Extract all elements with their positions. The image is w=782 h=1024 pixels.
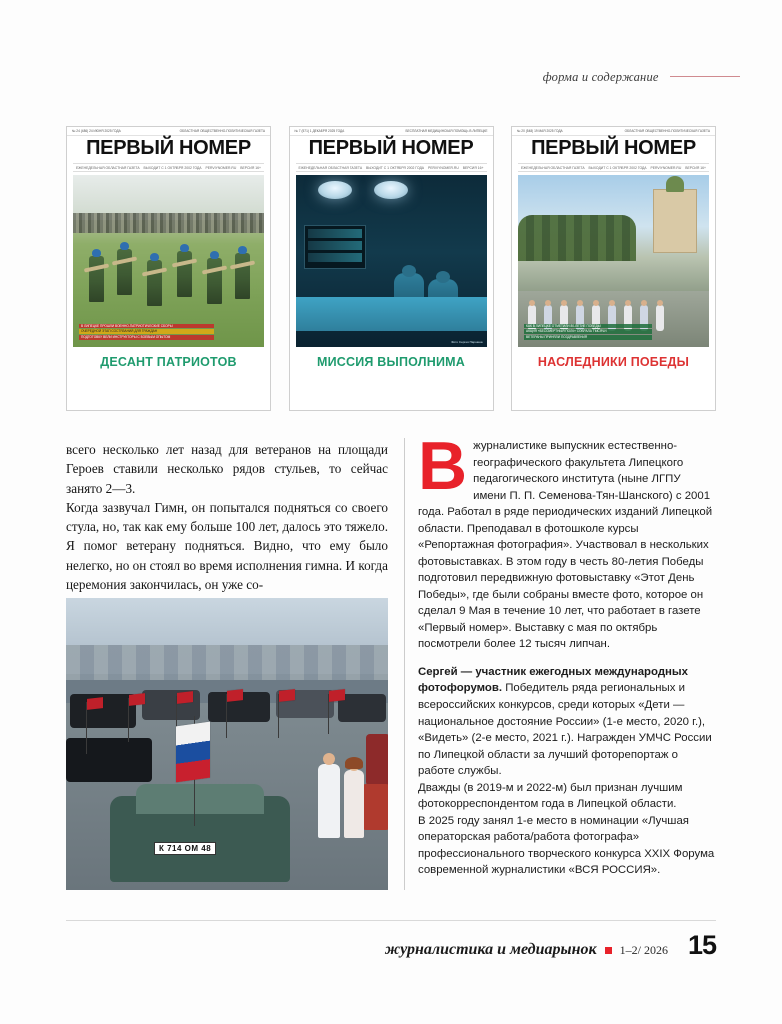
soldier-figure	[89, 256, 104, 302]
biography-sidebar	[418, 428, 716, 879]
cover-masthead	[67, 137, 270, 160]
cover-photo-surgery	[296, 175, 487, 347]
soldier-figure	[177, 251, 192, 297]
cover-subbar-right: PERVIYNOMER.RU	[427, 165, 459, 170]
cover-subbar-right: PERVIYNOMER.RU	[205, 165, 237, 170]
cover-photo-paratroopers	[73, 175, 264, 347]
soldier-figure	[207, 258, 222, 304]
flag-red	[129, 693, 145, 706]
car-red	[362, 784, 388, 830]
running-head	[0, 70, 740, 85]
soldier-figure	[117, 249, 132, 295]
cover-overlay-line: КАК В ЛИПЕЦКЕ ОТМЕТИЛИ 80-ЛЕТИЕ ПОБЕДЫ	[524, 324, 652, 329]
cover-subbar-left: ЕЖЕНЕДЕЛЬНАЯ ОБЛАСТНАЯ ГАЗЕТА	[521, 165, 585, 170]
cover-topstrip	[67, 127, 270, 136]
cover-subbar-mid: ВЫХОДИТ С 1 ОКТЯБРЯ 2002 ГОДА	[143, 165, 202, 170]
cover-masthead-second: НОМЕР	[624, 137, 696, 159]
cover-subbar-left: ЕЖЕНЕДЕЛЬНАЯ ОБЛАСТНАЯ ГАЗЕТА	[76, 165, 140, 170]
flag-red	[279, 689, 295, 702]
cover-masthead-second: НОМЕР	[179, 137, 251, 159]
cover-topstrip	[512, 127, 715, 136]
page-number: 15	[687, 930, 716, 960]
cover-issue-line-right: ОБЛАСТНАЯ ОБЩЕСТВЕННО-ПОЛИТИЧЕСКАЯ ГАЗЕТА	[624, 129, 710, 133]
cover-subbar	[518, 163, 709, 172]
page-footer	[66, 930, 716, 961]
footer-rule	[66, 920, 716, 921]
cover-overlay-captions	[79, 324, 214, 341]
bold-lead: Сергей — участник ежегодных международных фотофорумов.	[418, 665, 688, 695]
car-window	[136, 784, 264, 814]
soldier-figure	[147, 260, 162, 306]
cover-overlay-line: АКЦИЯ «БЕССМЕРТНЫЙ ПОЛК» СОБРАЛА ТЫСЯЧИ	[524, 329, 652, 334]
paragraph: В 2025 году занял 1-е место в номинации «Лучшая операторская работа/работа фотографа» профессионального творческого конкурса XXIX Форума современной журналистики «ВСЯ РОССИЯ».	[418, 814, 715, 877]
cover-issue-line-left: № 24 (486) 24 ИЮНЯ 2025 ГОДА	[72, 129, 121, 133]
cover-headline: ДЕСАНТ ПАТРИОТОВ	[100, 355, 237, 369]
license-plate: К 714 ОМ 48	[154, 842, 216, 855]
church-building	[653, 189, 697, 253]
cover-masthead-first: ПЕРВЫЙ	[308, 137, 397, 159]
car-red	[366, 734, 388, 786]
surgical-lamp-icon	[318, 181, 352, 199]
body-text-left-column	[66, 440, 388, 594]
newspaper-cover-1	[66, 126, 271, 411]
newspaper-cover-2	[289, 126, 494, 411]
photo-car-parade	[66, 598, 388, 890]
monitor-screen	[304, 225, 366, 269]
cover-overlay-line: ОЧЕРЕДНОЙ ЭТАП СОСТЯЗАНИЙ ДЛЯ ГРАЖДАН	[79, 329, 214, 334]
building-band	[66, 645, 388, 680]
cover-subbar	[296, 163, 487, 172]
car	[66, 738, 152, 782]
paragraph: журналистике выпускник естественно-географического факультета Липецкого педагогического института (ныне ЛГПУ имени П. П. Семенова-Тян-Шанского) с 2001 года. Работал в ряде периодических изданий Липецкой области. Преподавал в фотошколе курсы «Репортажная фотография». Участвовал в нескольких фотовыставках. В этом году в честь 80-летия Победы подготовил передвижную фотовыставку «Этот День Победы», где были собраны вместе фото, которое он сделал 9 Мая в течение 10 лет, что работает в газете «Первый номер». Выставку с мая по октябрь посмотрели более 12 тысяч липчан.	[418, 440, 713, 651]
cover-issue-line-right: БЕСПЛАТНАЯ МЕДИЦИНСКАЯ ПОМОЩЬ В ЛИПЕЦКЕ	[405, 129, 488, 133]
cover-issue-line-right: ОБЛАСТНАЯ ОБЩЕСТВЕННО-ПОЛИТИЧЕСКАЯ ГАЗЕТА	[179, 129, 265, 133]
issue-number: 1–2/ 2026	[619, 943, 668, 957]
cover-subbar-mid: ВЫХОДИТ С 1 ОКТЯБРЯ 2002 ГОДА	[588, 165, 647, 170]
tree-row	[518, 215, 636, 261]
cover-overlay-line: В ЛИПЕЦКЕ ПРОШЛИ ВОЕННО-ПАТРИОТИЧЕСКИЕ СБОРЫ	[79, 324, 214, 329]
cover-overlay-line: ВЕТЕРАНЫ ПРИНЯЛИ ПОЗДРАВЛЕНИЯ	[524, 335, 652, 340]
crowd-band	[73, 213, 264, 234]
cover-masthead-second: НОМЕР	[401, 137, 474, 159]
operating-table	[296, 297, 487, 331]
surgical-lamp-icon	[374, 181, 408, 199]
parade-participant	[656, 305, 664, 331]
flag-red	[177, 691, 193, 704]
cover-headline: МИССИЯ ВЫПОЛНИМА	[317, 355, 465, 369]
running-head-text: форма и содержание	[542, 70, 659, 84]
cover-subbar-far: ВЕРСИЯ 16+	[240, 165, 261, 170]
cover-subbar-far: ВЕРСИЯ 16+	[462, 165, 484, 170]
car	[338, 694, 386, 722]
paratroopers-illustration	[73, 175, 264, 347]
drop-cap: В	[418, 428, 468, 504]
flag-red	[329, 689, 345, 702]
soldier-figure	[235, 253, 250, 299]
cover-gallery	[66, 126, 716, 411]
journal-name: журналистика и медиарынок	[384, 941, 597, 958]
cover-subbar	[73, 163, 264, 172]
person-woman	[344, 770, 364, 838]
paragraph: всего несколько лет назад для ветеранов на площади Героев ставили несколько рядов стульев, то сейчас занято 2—3.	[66, 442, 388, 496]
cover-masthead	[290, 137, 493, 160]
cover-subbar-mid: ВЫХОДИТ С 1 ОКТЯБРЯ 2002 ГОДА	[366, 165, 425, 170]
cover-overlay-line: ПОДГОТОВКУ ВЕЛИ ИНСТРУКТОРЫ С БОЕВЫМ ОПЫТОМ	[79, 335, 214, 340]
operating-room-illustration	[296, 175, 487, 347]
victory-parade-illustration	[518, 175, 709, 347]
cover-photo-parade	[518, 175, 709, 347]
cover-issue-line-left: № 20 (548) 19 МАЯ 2025 ГОДА	[517, 129, 563, 133]
cover-subbar-far: ВЕРСИЯ 16+	[685, 165, 706, 170]
flag-red	[87, 697, 103, 710]
flag-russia	[176, 722, 210, 783]
cover-subbar-left: ЕЖЕНЕДЕЛЬНАЯ ОБЛАСТНАЯ ГАЗЕТА	[298, 165, 363, 170]
photo-credit: Фото Сергея Паршина	[451, 340, 483, 344]
paragraph: Дважды (в 2019-м и 2022-м) был признан лучшим фотокорреспондентом года в Липецкой области.	[418, 781, 683, 811]
running-head-rule	[670, 76, 740, 77]
paragraph: Когда зазвучал Гимн, он попытался подняться со своего стула, но, так как ему больше 100 лет, далось это тяжело. Я помог ветерану подняться. Видно, что ему было нелегко, но он стоял во время исполнения гимна. И когда церемония закончилась, он уже со-	[66, 499, 388, 592]
cover-headline: НАСЛЕДНИКИ ПОБЕДЫ	[537, 355, 690, 369]
paragraph-text: Победитель ряда региональных и всероссийских конкурсов, среди которых «Дети — национальное достояние России» (1-е место, 2020 г.), «Видеть» (2-е место, 2021 г.). Награжден УМЧС России по Липецкой области за лучший фоторепортаж о работе службы.	[418, 682, 712, 778]
cover-masthead-first: ПЕРВЫЙ	[531, 137, 619, 159]
column-divider	[404, 438, 405, 890]
cover-subbar-right: PERVIYNOMER.RU	[650, 165, 682, 170]
cover-masthead-first: ПЕРВЫЙ	[86, 137, 174, 159]
cover-masthead	[512, 137, 715, 160]
person-man	[318, 764, 340, 838]
car	[70, 694, 136, 728]
cover-overlay-captions	[524, 324, 652, 341]
newspaper-cover-3	[511, 126, 716, 411]
flag-red	[227, 689, 243, 702]
footer-square-marker	[605, 947, 612, 954]
paragraph-awards	[418, 664, 716, 780]
cover-topstrip	[290, 127, 493, 136]
cover-issue-line-left: № 7 (571) 1 ДЕКАБРЯ 2025 ГОДА	[294, 129, 345, 133]
